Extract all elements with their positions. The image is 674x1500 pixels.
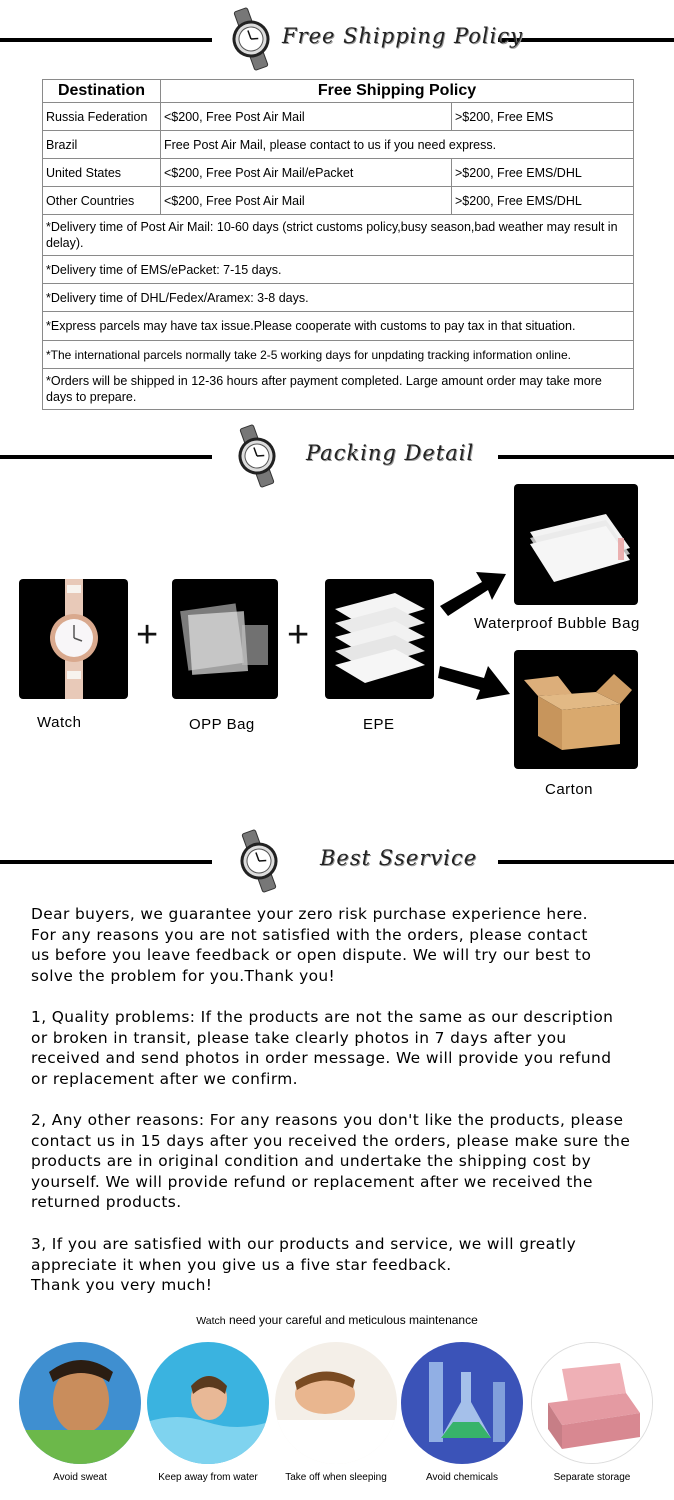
table-header-policy: Free Shipping Policy bbox=[161, 80, 634, 103]
service-intro-paragraph bbox=[31, 904, 651, 986]
service-quality-paragraph bbox=[31, 1007, 651, 1089]
destination-cell: United States bbox=[43, 159, 161, 187]
arrow-up-right-icon bbox=[436, 566, 508, 618]
take-off-sleeping-image bbox=[275, 1342, 397, 1464]
service-section-header bbox=[0, 826, 674, 896]
bubble-bag-label: Waterproof Bubble Bag bbox=[474, 615, 640, 632]
watch-label: Watch bbox=[37, 714, 82, 731]
table-row bbox=[43, 187, 634, 215]
policy-low-cell: <$200, Free Post Air Mail bbox=[161, 103, 452, 131]
plus-sign: + bbox=[287, 614, 310, 656]
watch-logo-icon bbox=[224, 828, 294, 894]
epe-image bbox=[325, 579, 434, 699]
take-off-sleeping-label: Take off when sleeping bbox=[285, 1472, 387, 1483]
table-row bbox=[43, 103, 634, 131]
header-rule-left bbox=[0, 38, 212, 42]
service-other-paragraph bbox=[31, 1110, 651, 1213]
shipping-section-title: Free Shipping Policy bbox=[282, 24, 523, 48]
destination-cell: Other Countries bbox=[43, 187, 161, 215]
header-rule-right bbox=[498, 38, 674, 42]
destination-cell: Russia Federation bbox=[43, 103, 161, 131]
opp-bag-image bbox=[172, 579, 278, 699]
opp-bag-label: OPP Bag bbox=[189, 716, 255, 733]
watch-image bbox=[19, 579, 128, 699]
avoid-chemicals-label: Avoid chemicals bbox=[425, 1472, 499, 1483]
header-rule-right bbox=[498, 860, 674, 864]
note-cell: *Orders will be shipped in 12-36 hours after payment completed. Large amount order may take more days to prepare. bbox=[43, 369, 634, 410]
service-paragraph: 2, Any other reasons: For any reasons you don't like the products, please contact us in 15 days after you received the orders, please make sure the products are in original condition and undertake the shipping cost by yourself. We will provide refund or replacement after we received the returned products. bbox=[31, 1111, 631, 1211]
header-rule-left bbox=[0, 455, 212, 459]
watch-logo-icon bbox=[222, 423, 292, 489]
note-cell: *Express parcels may have tax issue.Please cooperate with customs to pay tax in that situation. bbox=[43, 312, 634, 341]
shipping-policy-table bbox=[42, 79, 634, 410]
note-cell: *Delivery time of Post Air Mail: 10-60 days (strict customs policy,busy season,bad weather may result in delay). bbox=[43, 215, 634, 256]
policy-high-cell: >$200, Free EMS bbox=[452, 103, 634, 131]
header-rule-left bbox=[0, 860, 212, 864]
avoid-sweat-label: Avoid sweat bbox=[53, 1472, 107, 1483]
shipping-section-header bbox=[0, 4, 674, 74]
packing-section-title: Packing Detail bbox=[306, 441, 475, 465]
note-cell: *The international parcels normally take 2-5 working days for unpdating tracking information online. bbox=[43, 341, 634, 369]
separate-storage-label: Separate storage bbox=[553, 1472, 631, 1483]
header-rule-right bbox=[498, 455, 674, 459]
policy-high-cell: >$200, Free EMS/DHL bbox=[452, 187, 634, 215]
table-row bbox=[43, 159, 634, 187]
note-cell: *Delivery time of DHL/Fedex/Aramex: 3-8 days. bbox=[43, 284, 634, 312]
bubble-bag-image bbox=[514, 484, 638, 605]
maintenance-title-prefix: Watch bbox=[196, 1315, 226, 1327]
keep-away-water-image bbox=[147, 1342, 269, 1464]
destination-cell: Brazil bbox=[43, 131, 161, 159]
policy-full-cell: Free Post Air Mail, please contact to us if you need express. bbox=[161, 131, 634, 159]
service-feedback-paragraph bbox=[31, 1234, 651, 1296]
arrow-down-right-icon bbox=[436, 656, 512, 704]
avoid-chemicals-image bbox=[401, 1342, 523, 1464]
avoid-sweat-image bbox=[19, 1342, 141, 1464]
policy-high-cell: >$200, Free EMS/DHL bbox=[452, 159, 634, 187]
epe-label: EPE bbox=[363, 716, 395, 733]
carton-image bbox=[514, 650, 638, 769]
table-header-destination: Destination bbox=[43, 80, 161, 103]
separate-storage-image bbox=[531, 1342, 653, 1464]
table-row bbox=[43, 131, 634, 159]
packing-section-header bbox=[0, 421, 674, 491]
maintenance-title bbox=[0, 1313, 674, 1327]
keep-away-water-label: Keep away from water bbox=[158, 1472, 258, 1483]
service-paragraph: 3, If you are satisfied with our products and service, we will greatly appreciate it when you give us a five star feedback. Thank you very much! bbox=[31, 1235, 577, 1294]
plus-sign: + bbox=[136, 614, 159, 656]
carton-label: Carton bbox=[545, 781, 594, 798]
policy-low-cell: <$200, Free Post Air Mail/ePacket bbox=[161, 159, 452, 187]
service-paragraph: 1, Quality problems: If the products are not the same as our description or broken in transit, please take clearly photos in 7 days after you received and send photos in order message. We will provide you refund or replacement after we confirm. bbox=[31, 1008, 614, 1088]
maintenance-title-rest: need your careful and meticulous maintenance bbox=[225, 1313, 478, 1327]
policy-low-cell: <$200, Free Post Air Mail bbox=[161, 187, 452, 215]
service-paragraph: Dear buyers, we guarantee your zero risk purchase experience here. For any reasons you are not satisfied with the orders, please contact us before you leave feedback or open dispute. We will try our best to solve the problem for you.Thank you! bbox=[31, 905, 592, 985]
service-section-title: Best Sservice bbox=[320, 846, 478, 870]
note-cell: *Delivery time of EMS/ePacket: 7-15 days. bbox=[43, 256, 634, 284]
watch-logo-icon bbox=[216, 6, 286, 72]
